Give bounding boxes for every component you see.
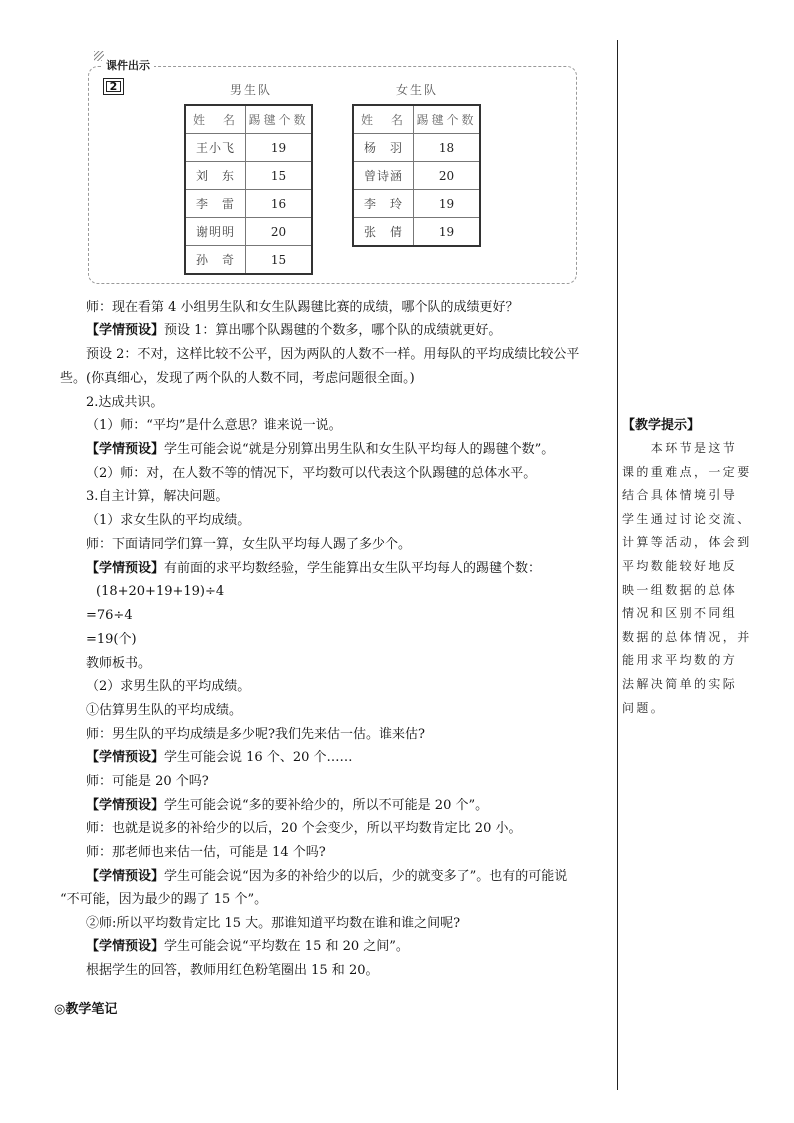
text-line (86, 868, 567, 886)
text-line (86, 678, 250, 696)
player-name: 曾诗涵 (353, 162, 414, 190)
text-line (86, 322, 501, 340)
text-content: 3.自主计算，解决问题。 (86, 489, 229, 504)
text-content: “不可能，因为最少的踢了 15 个”。 (60, 892, 268, 907)
text-line (86, 607, 133, 625)
text-line (60, 891, 267, 909)
boys-header-cell: 姓 名 (185, 105, 246, 134)
preset-tag: 【学情预设】 (86, 561, 165, 576)
preset-tag: 【学情预设】 (86, 323, 165, 338)
text-content: 教师板书。 (86, 656, 152, 671)
text-content: 师：现在看第 4 小组男生队和女生队踢毽比赛的成绩，哪个队的成绩更好？ (86, 300, 519, 315)
text-content: 师：那老师也来估一估，可能是 14 个吗? (86, 845, 326, 860)
text-line (86, 726, 425, 744)
courseware-label: 课件出示 (102, 57, 154, 73)
kick-count: 20 (246, 218, 313, 246)
text-content: ②师:所以平均数肯定比 15 大。那谁知道平均数在谁和谁之间呢? (86, 916, 461, 931)
text-line (60, 370, 415, 388)
table-row (353, 190, 480, 218)
text-content: =19(个) (86, 632, 137, 647)
text-line (86, 560, 541, 578)
text-content: 学生可能会说“平均数在 15 和 20 之间”。 (164, 939, 409, 954)
kick-count: 19 (414, 190, 481, 218)
player-name: 谢明明 (185, 218, 246, 246)
kick-count: 20 (414, 162, 481, 190)
text-content: （2）师：对，在人数不等的情况下，平均数可以代表这个队踢毽的总体水平。 (86, 466, 537, 481)
player-name: 李 玲 (353, 190, 414, 218)
text-line (86, 488, 228, 506)
preset-tag: 【学情预设】 (86, 939, 165, 954)
text-line (86, 915, 460, 933)
text-content: 师：可能是 20 个吗? (86, 774, 209, 789)
player-name: 李 雷 (185, 190, 246, 218)
player-name: 刘 东 (185, 162, 246, 190)
tip-line: 映一组数据的总体 (622, 582, 738, 597)
table-row (353, 134, 480, 162)
text-line (86, 441, 554, 459)
girls-header-cell: 踢毽个数 (414, 105, 481, 134)
text-content: 师：男生队的平均成绩是多少呢?我们先来估一估。谁来估? (86, 727, 425, 742)
tip-line: 情况和区别不同组 (622, 606, 738, 621)
text-line (86, 299, 519, 317)
tip-line: 本环节是这节 (622, 441, 738, 455)
text-content: 学生可能会说 16 个、20 个…… (164, 750, 353, 765)
girls-header-cell: 姓 名 (353, 105, 414, 134)
text-line (86, 773, 209, 791)
text-content: 师：下面请同学们算一算，女生队平均每人踢了多少个。 (86, 537, 412, 552)
player-name: 孙 奇 (185, 246, 246, 275)
table-row (185, 162, 312, 190)
kick-count: 15 (246, 246, 313, 275)
text-line (86, 417, 342, 435)
text-content: （1）师：“平均”是什么意思？谁来说一说。 (86, 418, 342, 433)
preset-tag: 【学情预设】 (86, 442, 165, 457)
kick-count: 16 (246, 190, 313, 218)
text-line (86, 631, 137, 649)
text-line (86, 655, 151, 673)
text-line (86, 512, 250, 530)
girls-score-table (352, 104, 481, 247)
table-row (185, 246, 312, 275)
boys-header-cell: 踢毽个数 (246, 105, 313, 134)
text-content: 有前面的求平均数经验，学生能算出女生队平均每人的踢毽个数： (164, 561, 542, 576)
text-content: ①估算男生队的平均成绩。 (86, 703, 243, 718)
girls-team-title: 女生队 (396, 83, 439, 97)
text-line (86, 938, 409, 956)
text-content: 师：也就是说多的补给少的以后，20 个会变少，所以平均数肯定比 20 小。 (86, 821, 522, 836)
boys-team-title: 男生队 (230, 83, 273, 97)
text-line (86, 820, 521, 838)
text-line (86, 465, 536, 483)
kick-count: 15 (246, 162, 313, 190)
text-line (86, 394, 163, 412)
text-content: =76÷4 (86, 608, 133, 623)
text-line (86, 844, 326, 862)
text-content: 根据学生的回答，教师用红色粉笔圈出 15 和 20。 (86, 963, 379, 978)
text-content: （1）求女生队的平均成绩。 (86, 513, 251, 528)
margin-divider (617, 40, 618, 1090)
preset-tag: 【学情预设】 (86, 750, 165, 765)
text-content: 学生可能会说“就是分别算出男生队和女生队平均每人的踢毽个数”。 (164, 442, 555, 457)
teaching-notes-label: ◎教学笔记 (54, 1002, 118, 1017)
kick-count: 19 (246, 134, 313, 162)
tip-line: 结合具体情境引导 (622, 488, 738, 503)
text-line (86, 797, 488, 815)
text-content: 些。(你真细心，发现了两个队的人数不同，考虑问题很全面。) (60, 371, 415, 386)
table-row (353, 162, 480, 190)
player-name: 张 倩 (353, 218, 414, 247)
text-line (86, 702, 242, 720)
text-line (86, 749, 353, 767)
player-name: 王小飞 (185, 134, 246, 162)
example-number-badge: 2 (103, 78, 124, 95)
tip-line: 学生通过讨论交流、 (622, 511, 752, 526)
table-row (185, 190, 312, 218)
tip-line: 平均数能较好地反 (622, 559, 738, 573)
table-row (185, 134, 312, 162)
text-line (86, 536, 411, 554)
teaching-tip-title: 【教学提示】 (622, 418, 701, 433)
tip-line: 问题。 (622, 700, 666, 715)
text-content: 2.达成共识。 (86, 395, 164, 410)
text-content: 学生可能会说“多的要补给少的，所以不可能是 20 个”。 (164, 798, 489, 813)
preset-tag: 【学情预设】 (86, 869, 165, 884)
preset-tag: 【学情预设】 (86, 798, 165, 813)
courseware-box (88, 66, 577, 284)
tip-line: 计算等活动，体会到 (622, 535, 752, 550)
text-content: 预设 1：算出哪个队踢毽的个数多，哪个队的成绩就更好。 (164, 323, 502, 338)
text-content: （2）求男生队的平均成绩。 (86, 679, 251, 694)
text-line (96, 583, 224, 601)
table-row (185, 218, 312, 246)
kick-count: 19 (414, 218, 481, 247)
text-content: 学生可能会说“因为多的补给少的以后，少的就变多了”。也有的可能说 (164, 869, 568, 884)
boys-score-table (184, 104, 313, 275)
text-line (86, 346, 579, 364)
tip-line: 法解决简单的实际 (622, 677, 738, 691)
text-content: (18+20+19+19)÷4 (96, 584, 225, 599)
text-content: 预设 2：不对，这样比较不公平，因为两队的人数不一样。用每队的平均成绩比较公平 (86, 347, 580, 362)
text-line (86, 962, 378, 980)
tip-line: 能用求平均数的方 (622, 653, 738, 668)
kick-count: 18 (414, 134, 481, 162)
table-row (353, 218, 480, 247)
tip-line: 数据的总体情况，并 (622, 629, 752, 644)
player-name: 杨 羽 (353, 134, 414, 162)
tip-line: 课的重难点，一定要 (622, 464, 752, 479)
